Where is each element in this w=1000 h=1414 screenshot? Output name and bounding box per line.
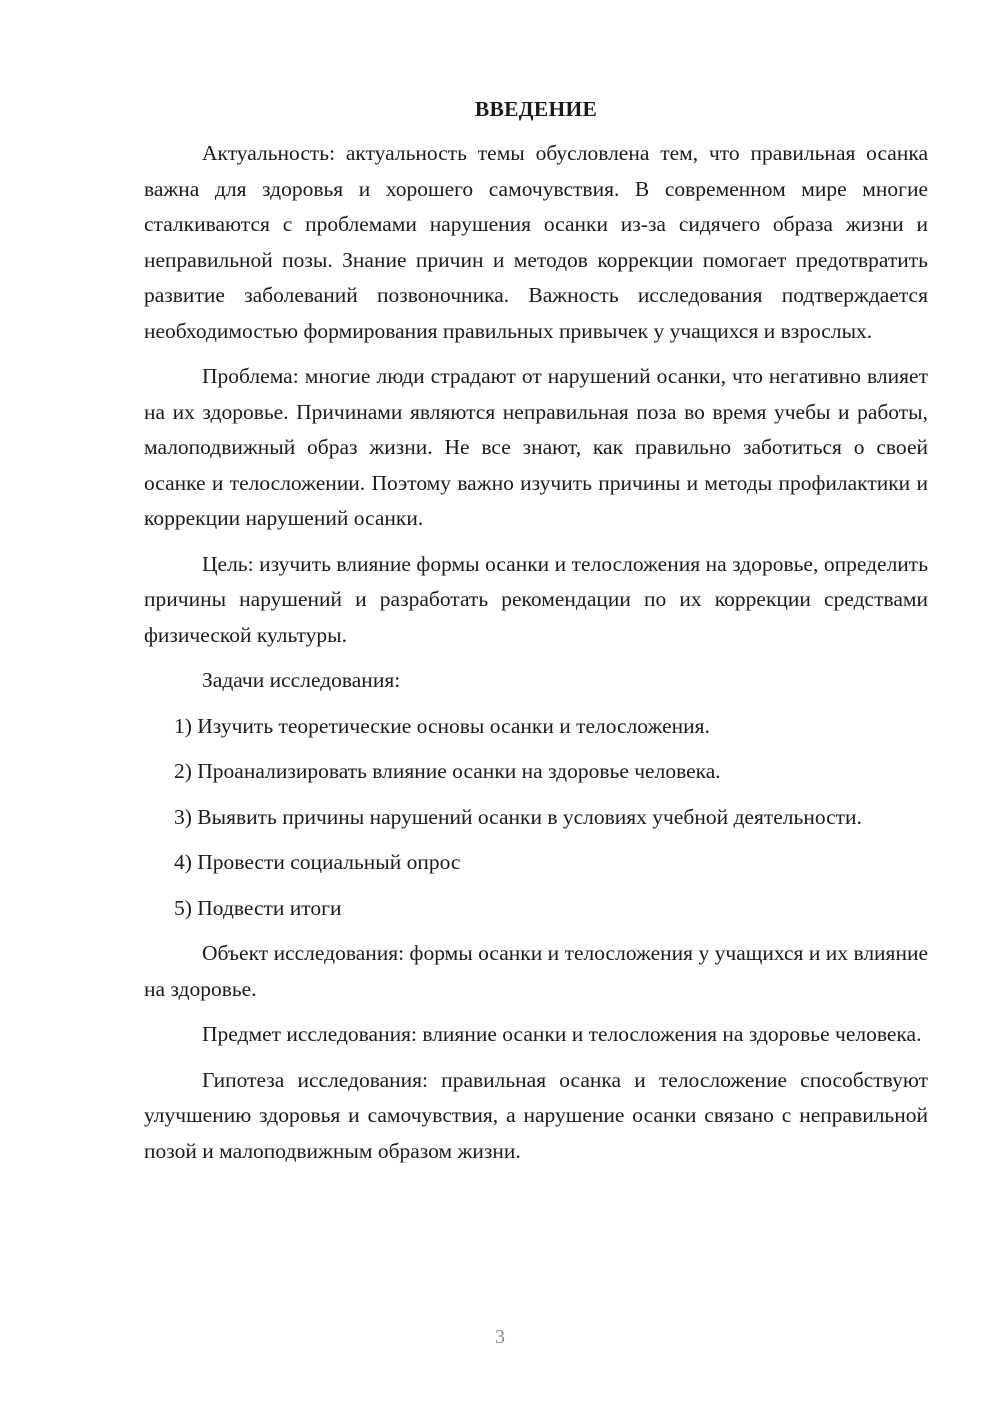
task-item: 2) Проанализировать влияние осанки на здоровье человека. — [174, 759, 721, 783]
paragraph-tasks-heading: Задачи исследования: — [202, 668, 401, 692]
paragraph-hypothesis: Гипотеза исследования: правильная осанка и телосложение способствуют улучшению здоровья и самочувствия, а нарушение осанки связано с неправильной позой и малоподвижным образом жизни. — [144, 1067, 928, 1163]
paragraph-problem: Проблема: многие люди страдают от нарушений осанки, что негативно влияет на их здоровье. Причинами являются неправильная поза во время учебы и работы, малоподвижный образ жизни. Не все знают, как правильно заботиться о своей осанке и телосложении. Поэтому важно изучить причины и методы профилактики и коррекции нарушений осанки. — [144, 364, 928, 530]
section-title: ВВЕДЕНИЕ — [474, 97, 598, 121]
document-body — [144, 92, 928, 1179]
task-item: 5) Подвести итоги — [174, 895, 342, 920]
task-item: 3) Выявить причины нарушений осанки в условиях учебной деятельности. — [174, 804, 862, 829]
paragraph-goal: Цель: изучить влияние формы осанки и телосложения на здоровье, определить причины нарушений и разработать рекомендации по их коррекции средствами физической культуры. — [144, 551, 928, 647]
paragraph-relevance: Актуальность: актуальность темы обусловлена тем, что правильная осанка важна для здоровья и хорошего самочувствия. В современном мире многие сталкиваются с проблемами нарушения осанки из-за сидячего образа жизни и неправильной позы. Знание причин и методов коррекции помогает предотвратить развитие заболеваний позвоночника. Важность исследования подтверждается необходимостью формирования правильных привычек у учащихся и взрослых. — [144, 141, 928, 343]
paragraph-subject: Предмет исследования: влияние осанки и телосложения на здоровье человека. — [202, 1022, 922, 1046]
paragraph-object: Объект исследования: формы осанки и телосложения у учащихся и их влияние на здоровье. — [144, 941, 928, 1001]
task-item: 4) Провести социальный опрос — [174, 850, 461, 874]
page-number: 3 — [495, 1326, 505, 1348]
task-item: 1) Изучить теоретические основы осанки и телосложения. — [174, 713, 710, 738]
